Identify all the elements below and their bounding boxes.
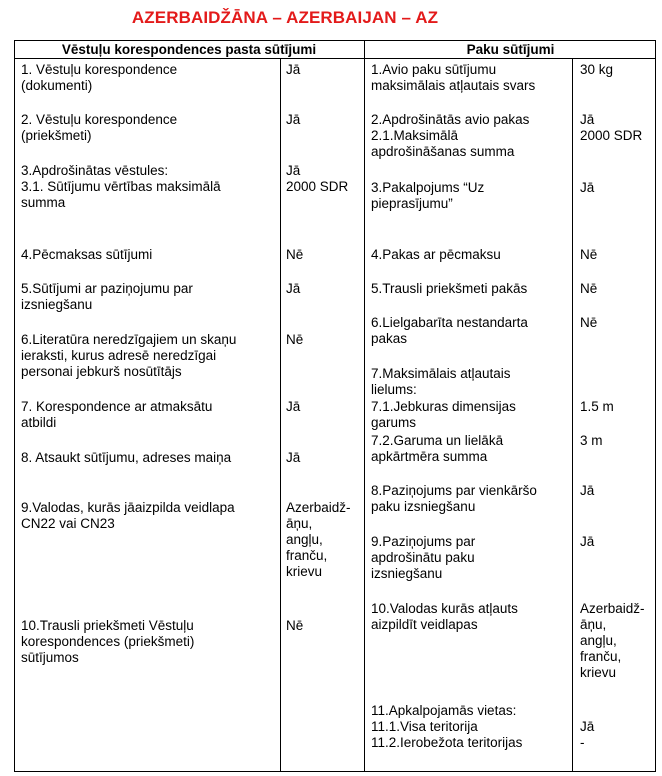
- right-row-10-label: 10.Valodas kurās atļauts aizpildīt veidlapas: [371, 601, 518, 632]
- right-row-8-value: Jā: [580, 483, 595, 498]
- page-title: AZERBAIDŽĀNA – AZERBAIJAN – AZ: [131, 8, 439, 27]
- left-row-1-value: Jā: [286, 62, 301, 77]
- right-row-6-value: Nē: [580, 315, 598, 330]
- right-row-3-value: Jā: [580, 180, 595, 195]
- left-row-4-value: Nē: [286, 247, 304, 262]
- right-row-2-value: Jā 2000 SDR: [580, 112, 643, 143]
- parcels-header: Paku sūtījumi: [466, 42, 555, 57]
- right-row-5-label: 5.Trausli priekšmeti pakās: [371, 281, 528, 296]
- left-row-9-label: 9.Valodas, kurās jāaizpilda veidlapa CN22 vai CN23: [21, 500, 235, 531]
- right-row-1-value: 30 kg: [580, 62, 614, 77]
- right-row-7-label: 7.Maksimālais atļautais lielums:: [371, 366, 511, 397]
- right-row-8-label: 8.Paziņojums par vienkāršo paku izsniegšanu: [371, 483, 537, 514]
- left-row-6-label: 6.Literatūra neredzīgajiem un skaņu ieraksti, kurus adresē neredzīgai personai jebkurš nosūtītājs: [21, 332, 237, 379]
- left-row-7-value: Jā: [286, 399, 301, 414]
- right-row-1-label: 1.Avio paku sūtījumu maksimālais atļautais svars: [371, 62, 536, 93]
- right-row-10-value: Azerbaidž- āņu, angļu, franču, krievu: [580, 601, 645, 680]
- left-row-5-label: 5.Sūtījumi ar paziņojumu par izsniegšanu: [21, 281, 193, 312]
- right-row-9-label: 9.Paziņojums par apdrošinātu paku izsniegšanu: [371, 534, 476, 581]
- right-row-9-value: Jā: [580, 534, 595, 549]
- left-row-5-value: Jā: [286, 281, 301, 296]
- right-row-4-value: Nē: [580, 247, 598, 262]
- right-row-7-1-value: 1.5 m: [580, 399, 614, 414]
- left-row-4-label: 4.Pēcmaksas sūtījumi: [21, 247, 153, 262]
- letters-header: Vēstuļu korespondences pasta sūtījumi: [61, 42, 317, 57]
- section-divider: [364, 40, 365, 772]
- left-row-8-label: 8. Atsaukt sūtījumu, adreses maiņa: [21, 450, 232, 465]
- right-row-5-value: Nē: [580, 281, 598, 296]
- left-row-10-value: Nē: [286, 618, 304, 633]
- right-row-4-label: 4.Pakas ar pēcmaksu: [371, 247, 501, 262]
- left-value-divider: [280, 58, 281, 772]
- right-row-2-label: 2.Apdrošinātās avio pakas 2.1.Maksimālā apdrošināšanas summa: [371, 112, 530, 159]
- right-row-6-label: 6.Lielgabarīta nestandarta pakas: [371, 315, 528, 346]
- right-row-11-value: Jā -: [580, 719, 595, 750]
- left-row-3-value: Jā 2000 SDR: [286, 163, 349, 194]
- left-row-10-label: 10.Trausli priekšmeti Vēstuļu korespondences (priekšmeti) sūtījumos: [21, 618, 195, 665]
- left-row-2-value: Jā: [286, 112, 301, 127]
- left-row-9-value: Azerbaidž- āņu, angļu, franču, krievu: [286, 500, 351, 579]
- right-row-7-2-value: 3 m: [580, 433, 603, 448]
- left-row-6-value: Nē: [286, 332, 304, 347]
- left-row-1-label: 1. Vēstuļu korespondence (dokumenti): [21, 62, 178, 93]
- right-row-7-2-label: 7.2.Garuma un lielākā apkārtmēra summa: [371, 433, 504, 464]
- left-row-8-value: Jā: [286, 450, 301, 465]
- left-row-3-label: 3.Apdrošinātas vēstules: 3.1. Sūtījumu vērtības maksimālā summa: [21, 163, 221, 210]
- right-value-divider: [572, 58, 573, 772]
- right-row-7-1-label: 7.1.Jebkuras dimensijas garums: [371, 399, 516, 430]
- right-row-11-label: 11.Apkalpojamās vietas: 11.1.Visa teritorija 11.2.Ierobežota teritorijas: [371, 703, 523, 750]
- left-row-2-label: 2. Vēstuļu korespondence (priekšmeti): [21, 112, 178, 143]
- left-row-7-label: 7. Korespondence ar atmaksātu atbildi: [21, 399, 213, 430]
- right-row-3-label: 3.Pakalpojums “Uz pieprasījumu”: [371, 180, 485, 211]
